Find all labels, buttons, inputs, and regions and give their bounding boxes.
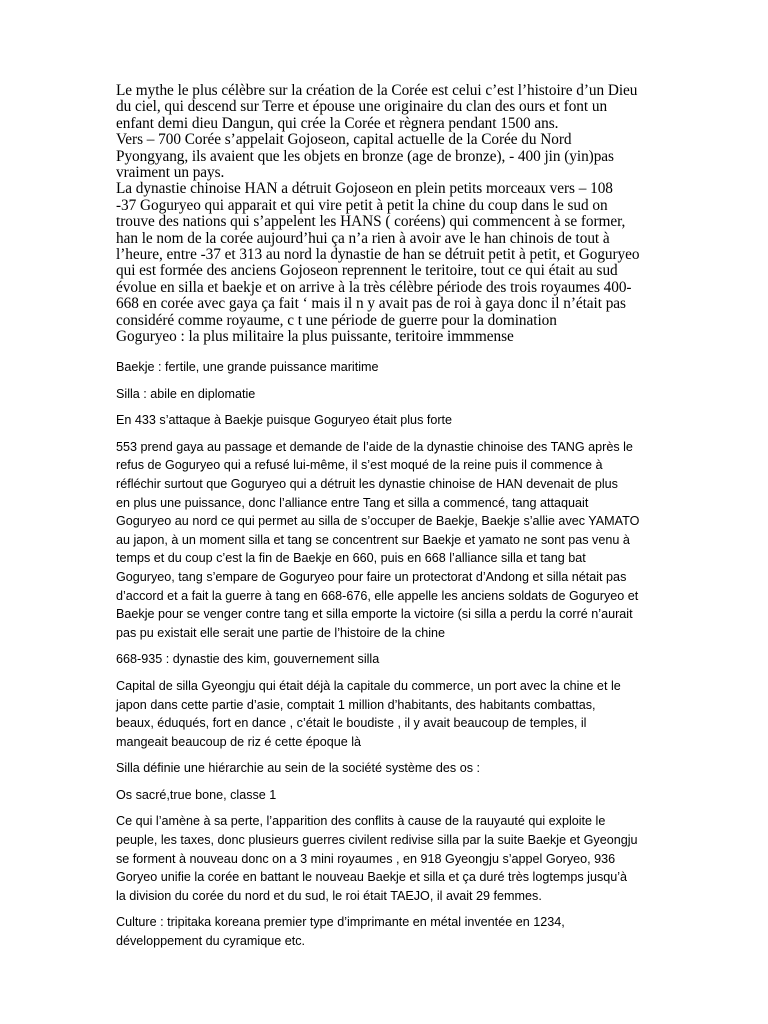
text-line: refus de Goguryeo qui a refusé lui-même, il s’est moqué de la reine puis il commence à bbox=[116, 458, 603, 473]
text-line: Le mythe le plus célèbre sur la création de la Corée est celui c’est l’histoire d’un Dieu bbox=[116, 82, 638, 99]
text-line: au japon, à un moment silla et tang se concentrent sur Baekje et yamato ne sont pas venu à bbox=[116, 532, 630, 547]
text-line: Ce qui l’amène à sa perte, l’apparition des conflits à cause de la rauyauté qui exploite le bbox=[116, 814, 606, 829]
text-line: évolue en silla et baekje et on arrive à la très célèbre période des trois royaumes 400- bbox=[116, 278, 632, 296]
paragraph-sacred-bone: Os sacré,true bone, classe 1 bbox=[116, 787, 277, 802]
paragraph-baekje: Baekje : fertile, une grande puissance maritime bbox=[116, 360, 379, 374]
intro-serif-text bbox=[116, 83, 656, 346]
text-line: Capital de silla Gyeongju qui était déjà la capitale du commerce, un port avec la chine et le bbox=[116, 678, 621, 693]
text-line: Goryeo unifie la corée en battant le nouveau Baekje et silla et ça duré très logtemps jusqu’à bbox=[116, 870, 628, 885]
text-line: japon dans cette partie d’asie, comptait 1 million d’habitants, des habitants combattas, bbox=[116, 697, 596, 712]
text-line: pas pu existait elle serait une partie de l’histoire de la chine bbox=[116, 625, 446, 640]
text-line: réfléchir surtout que Goguryeo qui a détruit les dynastie chinoise de HAN devenait de plus bbox=[116, 476, 618, 491]
text-line: l’heure, entre -37 et 313 au nord la dynastie de han se détruit petit à petit, et Goguryeo bbox=[116, 246, 640, 264]
text-line: Vers – 700 Corée s’appelait Gojoseon, capital actuelle de la Corée du Nord bbox=[116, 131, 572, 149]
text-line: Goguryeo : la plus militaire la plus puissante, teritoire immmense bbox=[116, 328, 514, 346]
text-line: 553 prend gaya au passage et demande de l’aide de la dynastie chinoise des TANG après le bbox=[116, 439, 633, 454]
paragraph-hierarchy: Silla définie une hiérarchie au sein de la société système des os : bbox=[116, 761, 481, 776]
paragraph-silla: Silla : abile en diplomatie bbox=[116, 386, 256, 401]
text-line: Goguryeo au nord ce qui permet au silla de s’occuper de Baekje, Baekje s’allie avec YAMATO bbox=[116, 514, 640, 529]
paragraph-kim-dynasty: 668-935 : dynastie des kim, gouvernement silla bbox=[116, 652, 380, 667]
text-line: Culture : tripitaka koreana premier type d’imprimante en métal inventée en 1234, bbox=[116, 915, 565, 930]
text-line: se forment à nouveau donc on a 3 mini royaumes , en 918 Gyeongju s’appel Goryeo, 936 bbox=[116, 851, 616, 866]
paragraph-433: En 433 s’attaque à Baekje puisque Goguryeo était plus forte bbox=[116, 413, 453, 428]
text-line: vraiment un pays. bbox=[116, 164, 225, 182]
text-line: qui est formée des anciens Gojoseon reprennent le teritoire, tout ce qui était au sud bbox=[116, 262, 618, 280]
text-line: 668 en corée avec gaya ça fait ‘ mais il n y avait pas de roi à gaya donc il n’était pas bbox=[116, 295, 626, 313]
text-line: considéré comme royaume, c t une période de guerre pour la domination bbox=[116, 311, 557, 329]
text-line: trouve des nations qui s’appelent les HANS ( coréens) qui commencent à se former, bbox=[116, 213, 626, 231]
body-sans-text bbox=[116, 358, 661, 951]
text-line: peuple, les taxes, donc plusieurs guerres civilent redivise silla par la suite Baekje et Gyeongju bbox=[116, 833, 638, 848]
text-line: développement du cyramique etc. bbox=[116, 934, 306, 949]
text-line: d’accord et a fait la guerre à tang en 668-676, elle appelle les anciens soldats de Goguryeo et bbox=[116, 588, 639, 603]
text-line: enfant demi dieu Dangun, qui crée la Corée et règnera pendant 1500 ans. bbox=[116, 114, 559, 132]
text-line: Pyongyang, ils avaient que les objets en bronze (age de bronze), - 400 jin (yin)pas bbox=[116, 147, 614, 165]
text-line: Goguryeo, tang s’empare de Goguryeo pour faire un protectorat d’Andong et silla nétait pas bbox=[116, 569, 627, 584]
text-line: Baekje pour se venger contre tang et silla emporte la victoire (si silla a perdu la corré n’aurait bbox=[116, 607, 633, 622]
text-line: temps et du coup c’est la fin de Baekje en 660, puis en 668 l’alliance silla et tang bat bbox=[116, 551, 586, 566]
text-line: han le nom de la corée aujourd’hui ça n’a rien à avoir ave le han chinois de tout à bbox=[116, 229, 610, 247]
text-line: La dynastie chinoise HAN a détruit Gojoseon en plein petits morceaux vers – 108 bbox=[116, 180, 613, 198]
text-line: la division du corée du nord et du sud, le roi était TAEJO, il avait 29 femmes. bbox=[116, 888, 542, 903]
text-line: -37 Goguryeo qui apparait et qui vire petit à petit la chine du coup dans le sud on bbox=[116, 196, 608, 214]
text-line: du ciel, qui descend sur Terre et épouse une originaire du clan des ours et font un bbox=[116, 98, 608, 116]
text-line: en plus une puissance, donc l’alliance entre Tang et silla a commencé, tang attaquait bbox=[116, 495, 589, 510]
text-line: mangeait beaucoup de riz é cette époque là bbox=[116, 734, 362, 749]
text-line: beaux, éduqués, fort en dance , c’était le boudiste , il y avait beaucoup de temples, il bbox=[116, 716, 587, 731]
